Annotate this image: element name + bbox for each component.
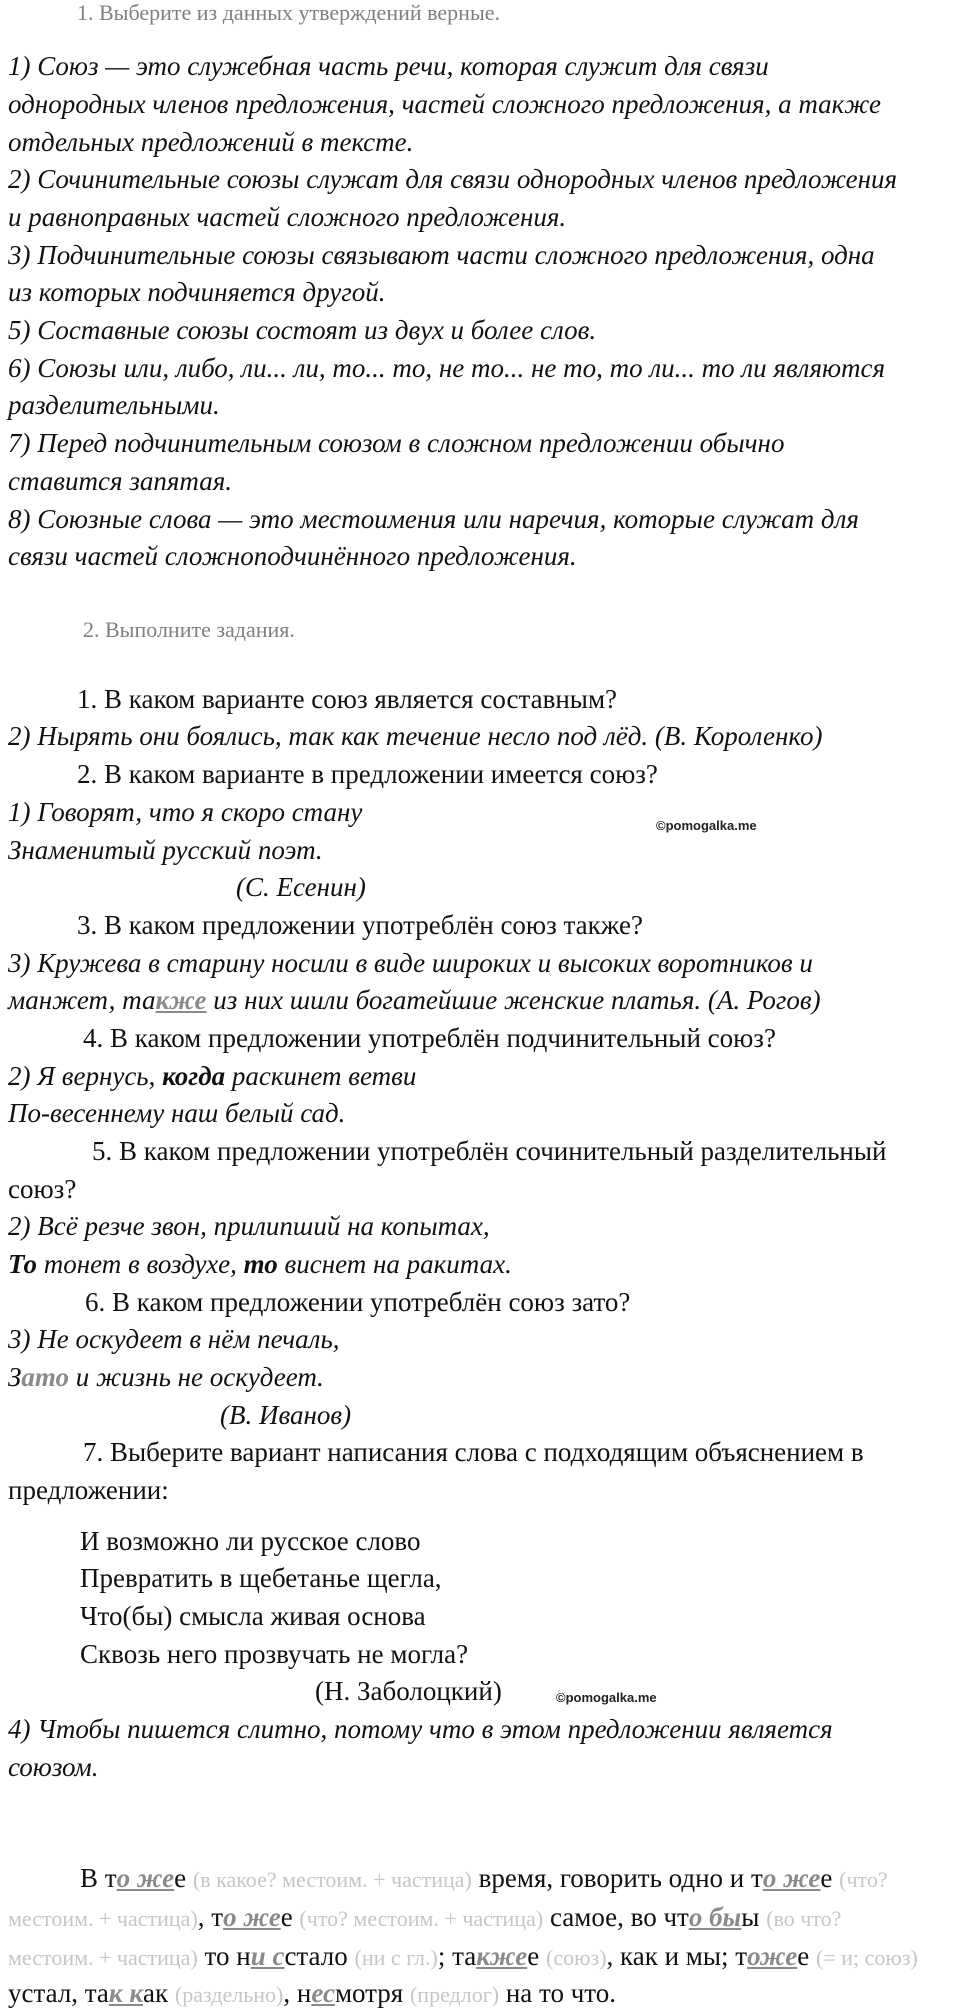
highlighted-letters: о же xyxy=(116,1863,175,1893)
answer-2-line: 1) Говорят, что я скоро стану xyxy=(8,797,363,827)
poem-author: (Н. Заболоцкий) xyxy=(315,1676,502,1706)
statement-line: разделительными. xyxy=(8,390,220,420)
statement-line: 8) Союзные слова — это местоимения или наречия, которые служат для xyxy=(8,504,859,534)
highlighted-letters: оже xyxy=(747,1941,798,1971)
question-5-line: союз? xyxy=(8,1174,77,1204)
question-1: 1. В каком варианте союз является составным? xyxy=(77,684,618,714)
explanation-note: местоим. + частица) xyxy=(8,1906,198,1931)
question-2: 2. В каком варианте в предложении имеется союз? xyxy=(77,759,658,789)
explanation-note: (что? местоим. + частица) xyxy=(299,1906,544,1931)
answer-4-line: 2) Я вернусь, когда раскинет ветви xyxy=(8,1061,417,1091)
explanation-note: (в какое? местоим. + частица) xyxy=(192,1867,472,1892)
highlighted-letters: ато xyxy=(21,1362,70,1392)
watermark: ©pomogalka.me xyxy=(556,1690,657,1705)
statement-line: 6) Союзы или, либо, ли... ли, то... то, не то... не то, то ли... то ли являются xyxy=(8,353,886,383)
statement-line: 3) Подчинительные союзы связывают части сложного предложения, одна xyxy=(8,240,875,270)
bold-conjunction: когда xyxy=(162,1061,226,1091)
explanation-note: (= и; союз) xyxy=(816,1945,918,1970)
statement-line: 5) Составные союзы состоят из двух и более слов. xyxy=(8,315,597,345)
explanation-note: (предлог) xyxy=(409,1982,500,2007)
question-3: 3. В каком предложении употреблён союз также? xyxy=(77,910,644,940)
explanation-note: (что? xyxy=(839,1867,888,1892)
poem-line: Сквозь него прозвучать не могла? xyxy=(80,1639,469,1669)
question-6: 6. В каком предложении употреблён союз зато? xyxy=(85,1287,631,1317)
highlighted-letters: о же xyxy=(223,1902,281,1932)
highlighted-letters: к к xyxy=(108,1978,144,2008)
statement-line: связи частей сложноподчинённого предложения. xyxy=(8,541,577,571)
bold-conjunction: то xyxy=(243,1249,278,1279)
poem-line: Превратить в щебетанье щегла, xyxy=(80,1563,442,1593)
answer-3-line: 3) Кружева в старину носили в виде широких и высоких воротников и xyxy=(8,948,813,978)
explanation-note: (союз) xyxy=(546,1945,607,1970)
statement-line: однородных членов предложения, частей сложного предложения, а также xyxy=(8,89,882,119)
answer-6-line: Зато и жизнь не оскудеет. xyxy=(8,1362,324,1392)
statement-line: отдельных предложений в тексте. xyxy=(8,127,414,157)
highlighted-letters: и с xyxy=(250,1941,285,1971)
highlighted-letters: кже xyxy=(476,1941,528,1971)
question-5-line: 5. В каком предложении употреблён сочинительный разделительный xyxy=(92,1136,887,1166)
highlighted-letters: о бы xyxy=(688,1902,742,1932)
explanation-note: (во что? xyxy=(766,1906,842,1931)
answer-6-author: (В. Иванов) xyxy=(220,1400,352,1430)
answer-4-line: По-весеннему наш белый сад. xyxy=(8,1098,346,1128)
question-7-line: 7. Выберите вариант написания слова с подходящим объяснением в xyxy=(83,1437,864,1467)
statement-line: из которых подчиняется другой. xyxy=(8,277,386,307)
answer-2-author: (С. Есенин) xyxy=(236,872,366,902)
answer-1: 2) Нырять они боялись, так как течение несло под лёд. (В. Короленко) xyxy=(8,721,823,751)
statement-line: 1) Союз — это служебная часть речи, которая служит для связи xyxy=(8,51,769,81)
answer-5-line: 2) Всё резче звон, прилипший на копытах, xyxy=(8,1211,490,1241)
answer-7-line: 4) Чтобы пишется слитно, потому что в этом предложении является xyxy=(8,1714,833,1744)
question-7-line: предложении: xyxy=(8,1475,169,1505)
answer-3-line: манжет, также из них шили богатейшие женские платья. (А. Рогов) xyxy=(8,985,821,1015)
explanation-line: В то жее (в какое? местоим. + частица) время, говорить одно и то жее (что? xyxy=(80,1863,888,1893)
answer-5-line: То тонет в воздухе, то виснет на ракитах. xyxy=(8,1249,512,1279)
explanation-line: местоим. + частица) то ни сстало (ни с гл.); такжее (союз), как и мы; тожее (= и; союз) xyxy=(8,1941,918,1971)
answer-2-line: Знаменитый русский поэт. xyxy=(8,835,323,865)
statement-line: 2) Сочинительные союзы служат для связи однородных членов предложения xyxy=(8,164,898,194)
answer-7-line: союзом. xyxy=(8,1752,99,1782)
statement-line: 7) Перед подчинительным союзом в сложном предложении обычно xyxy=(8,428,785,458)
bold-conjunction: То xyxy=(8,1249,38,1279)
task-2-header: 2. Выполните задания. xyxy=(83,617,295,642)
explanation-line: устал, так как (раздельно), несмотря (предлог) на то что. xyxy=(8,1978,616,2008)
statement-line: и равноправных частей сложного предложения. xyxy=(8,202,567,232)
explanation-note: (ни с гл.) xyxy=(354,1945,438,1970)
answer-6-line: 3) Не оскудеет в нём печаль, xyxy=(8,1324,340,1354)
explanation-line: местоим. + частица), то жее (что? местоим. + частица) самое, во что быы (во что? xyxy=(8,1902,842,1932)
explanation-note: (раздельно) xyxy=(174,1982,284,2007)
highlighted-letters: кже xyxy=(155,985,207,1015)
task-1-header: 1. Выберите из данных утверждений верные. xyxy=(77,0,500,25)
highlighted-letters: ес xyxy=(311,1978,335,2008)
watermark: ©pomogalka.me xyxy=(656,818,757,833)
poem-line: И возможно ли русское слово xyxy=(80,1526,421,1556)
highlighted-letters: о же xyxy=(762,1863,821,1893)
explanation-note: местоим. + частица) xyxy=(8,1945,198,1970)
question-4: 4. В каком предложении употреблён подчинительный союз? xyxy=(83,1023,776,1053)
poem-line: Что(бы) смысла живая основа xyxy=(80,1601,426,1631)
statement-line: ставится запятая. xyxy=(8,466,233,496)
